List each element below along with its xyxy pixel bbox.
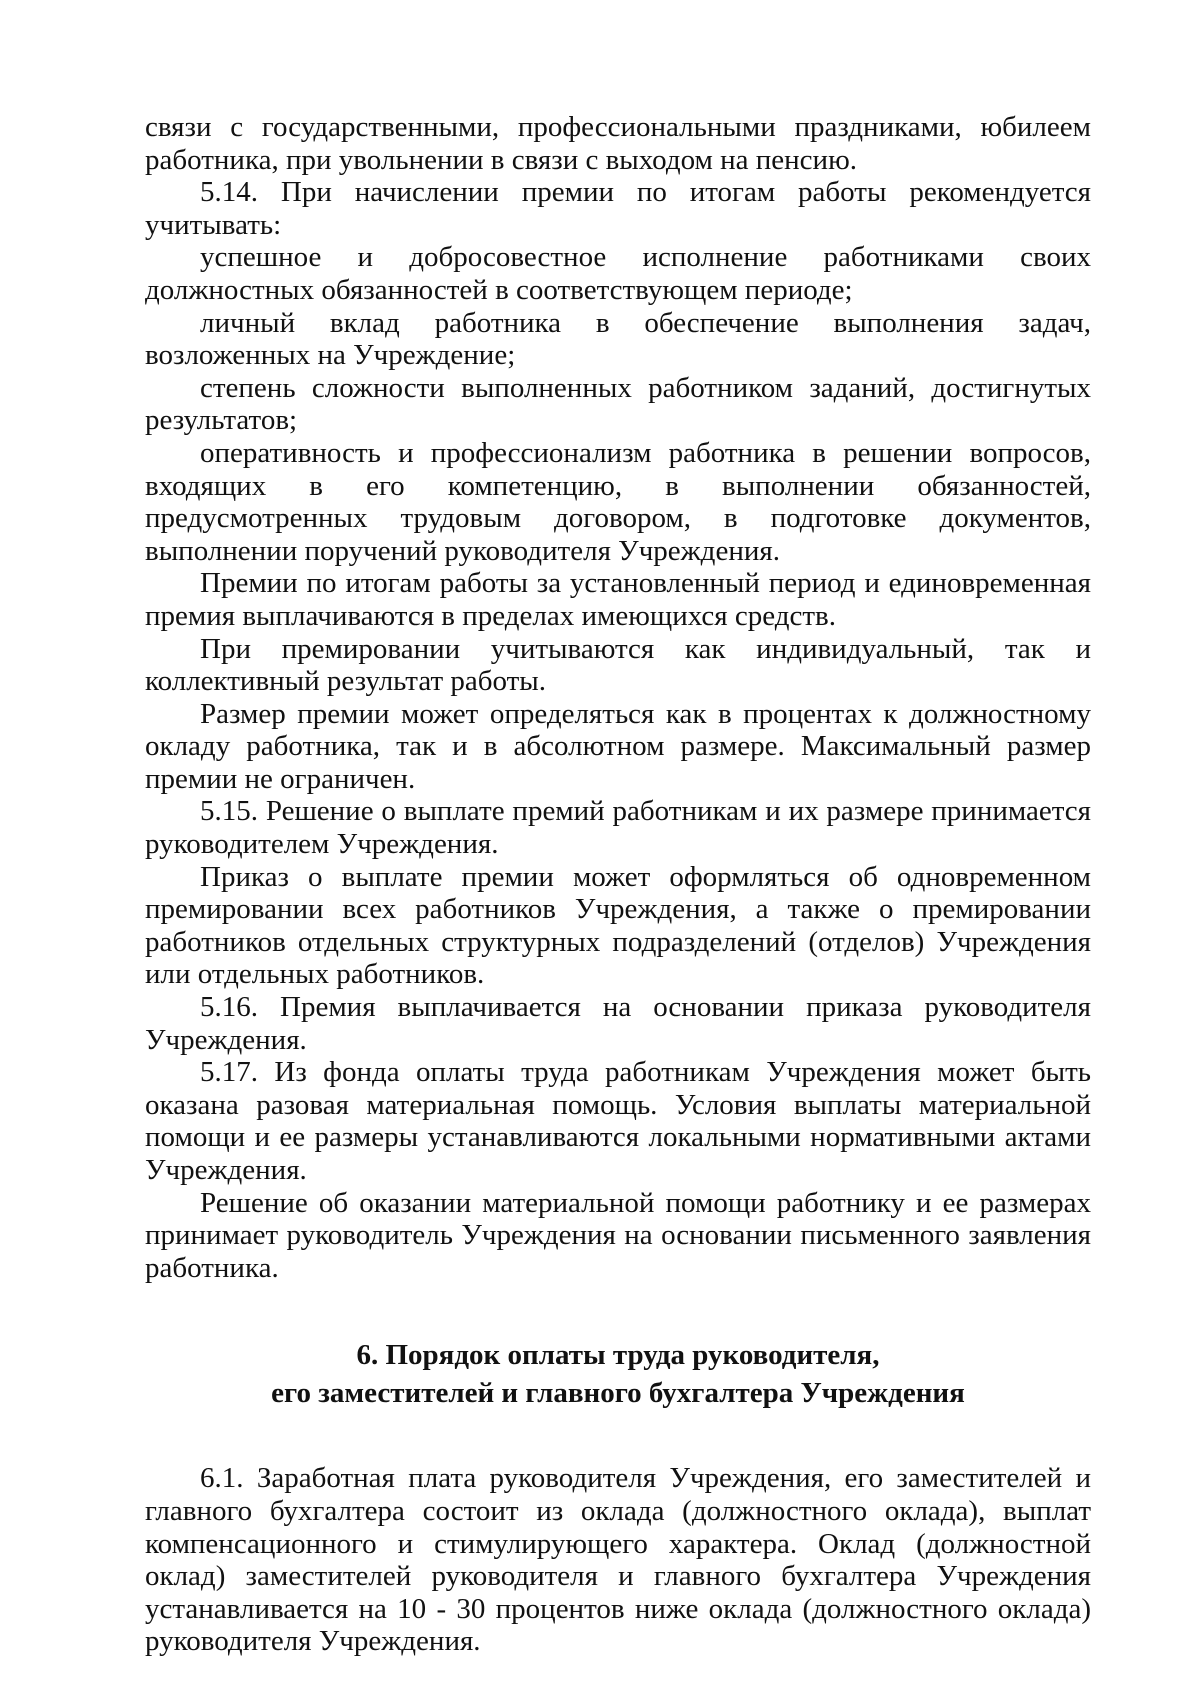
paragraph: личный вклад работника в обеспечение выполнения задач, возложенных на Учреждение; [145, 306, 1091, 372]
paragraph: оперативность и профессионализм работника в решении вопросов, входящих в его компетенцию, в выполнении обязанностей, предусмотренных трудовым договором, в подготовке документов, выполнении поручений руководителя Учреждения. [145, 436, 1091, 567]
paragraph: 5.17. Из фонда оплаты труда работникам Учреждения может быть оказана разовая материальная помощь. Условия выплаты материальной помощи и ее размеры устанавливаются локальными нормативными актами Учреждения. [145, 1056, 1091, 1186]
paragraph: Размер премии может определяться как в процентах к должностному окладу работника, так и в абсолютном размере. Максимальный размер премии не ограничен. [145, 697, 1091, 795]
paragraph: Приказ о выплате премии может оформляться об одновременном премировании всех работников Учреждения, а также о премировании работников отдельных структурных подразделений (отделов) Учреждения или отдельных работников. [145, 860, 1091, 991]
paragraph: Премии по итогам работы за установленный период и единовременная премия выплачиваются в пределах имеющихся средств. [145, 567, 1091, 632]
paragraph: 6.1. Заработная плата руководителя Учреждения, его заместителей и главного бухгалтера состоит из оклада (должностного оклада), выплат компенсационного и стимулирующего характера. Оклад (должностной оклад) заместителей руководителя и главного бухгалтера Учреждения устанавливается на 10 - 30 процентов ниже оклада (должностного оклада) руководителя Учреждения. [145, 1462, 1091, 1658]
paragraphs-before [145, 111, 1091, 1284]
paragraph: степень сложности выполненных работником заданий, достигнутых результатов; [145, 371, 1091, 437]
section-heading [145, 1336, 1091, 1412]
paragraphs-after [145, 1462, 1091, 1658]
paragraph: 5.14. При начислении премии по итогам работы рекомендуется учитывать: [145, 176, 1091, 241]
section-heading-line-2: его заместителей и главного бухгалтера Учреждения [271, 1377, 965, 1410]
paragraph: успешное и добросовестное исполнение работниками своих должностных обязанностей в соответствующем периоде; [145, 241, 1091, 306]
paragraph: 5.15. Решение о выплате премий работникам и их размере принимается руководителем Учреждения. [145, 795, 1091, 861]
paragraph: Решение об оказании материальной помощи работнику и ее размерах принимает руководитель Учреждения на основании письменного заявления работника. [145, 1186, 1091, 1284]
paragraph: При премировании учитываются как индивидуальный, так и коллективный результат работы. [145, 632, 1091, 698]
document-page [145, 111, 1091, 1658]
paragraph: 5.16. Премия выплачивается на основании приказа руководителя Учреждения. [145, 991, 1091, 1056]
paragraph: связи с государственными, профессиональными праздниками, юбилеем работника, при увольнении в связи с выходом на пенсию. [145, 111, 1091, 176]
section-heading-line-1: 6. Порядок оплаты труда руководителя, [356, 1339, 880, 1372]
